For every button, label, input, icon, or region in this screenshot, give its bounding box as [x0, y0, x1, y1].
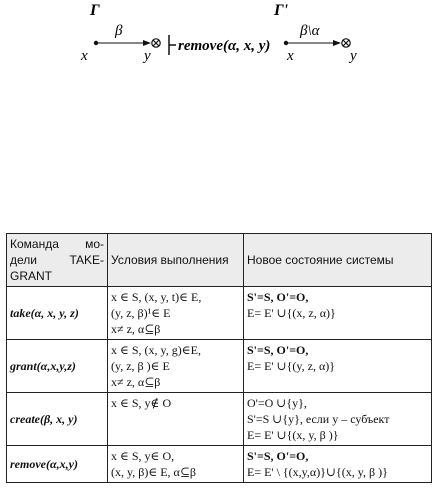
left-node-x-label: x [81, 48, 88, 64]
condition-line: x ∈ S, (x, y, t)∈ E, [111, 290, 202, 304]
new-state-remove [244, 446, 432, 483]
state-line: E= E' \ {(x,y,α)}∪{(x, y, β )} [247, 465, 388, 479]
state-line: O'=O ∪{y}, [247, 396, 307, 410]
conditions-create [108, 393, 244, 446]
take-grant-commands-table [6, 233, 432, 483]
condition-line: x ∈ S, (x, y, g)∈E, [111, 343, 201, 357]
left-node-y-label: y [144, 48, 151, 64]
new-state-create [244, 393, 432, 446]
condition-line: (x, y, β)∈ E, α⊆β [111, 465, 196, 479]
header-new-state: Новое состояние системы [244, 234, 432, 287]
condition-line: (y, z, β)¹∈ E [111, 306, 171, 320]
turnstile-icon [169, 35, 176, 55]
state-line: E= E' ∪{(x, y, β )} [247, 428, 339, 442]
left-arrowhead [143, 40, 151, 46]
right-node-y-label: y [350, 48, 357, 64]
condition-line: x≠ z, α⊆β [111, 375, 161, 389]
left-graph-label: Γ [90, 2, 100, 19]
command-remove: remove(α,x,y) [7, 446, 108, 483]
right-arrowhead [333, 40, 341, 46]
remove-rule-diagram [0, 0, 438, 80]
new-state-take [244, 287, 432, 340]
state-line: S'=S, O'=O, [247, 343, 309, 357]
state-line: S'=S, O'=O, [247, 449, 309, 463]
condition-line: (y, z, β )∈ E [111, 359, 170, 373]
rule-label: remove(α, x, y) [178, 38, 271, 54]
state-line: S'=S ∪{y}, если y – субъект [247, 412, 390, 426]
header-conditions: Условия выполнения [108, 234, 244, 287]
command-take: take(α, x, y, z) [7, 287, 108, 340]
condition-line: x ∈ S, y∉ O [111, 396, 172, 410]
state-line: E= E' ∪{(x, z, α)} [247, 306, 336, 320]
table-row-remove [7, 446, 432, 483]
left-node-y-object-icon [152, 39, 160, 47]
right-edge-label: β\α [300, 23, 320, 39]
conditions-grant [108, 340, 244, 393]
right-graph-label: Γ' [274, 2, 289, 19]
table-row-take [7, 287, 432, 340]
conditions-take [108, 287, 244, 340]
state-line: E= E' ∪{(y, z, α)} [247, 359, 335, 373]
right-node-x-label: x [287, 48, 294, 64]
command-create: create(β, x, y) [7, 393, 108, 446]
state-line: S'=S, O'=O, [247, 290, 309, 304]
table-row-create [7, 393, 432, 446]
header-command: Команда мо-дели TAKE-GRANT [7, 234, 108, 287]
table-header-row [7, 234, 432, 287]
right-node-y-object-icon [342, 39, 350, 47]
conditions-remove [108, 446, 244, 483]
command-grant: grant(α,x,y,z) [7, 340, 108, 393]
table-row-grant [7, 340, 432, 393]
condition-line: x ∈ S, y∈ O, [111, 449, 175, 463]
new-state-grant [244, 340, 432, 393]
left-edge-label: β [115, 23, 123, 39]
condition-line: x≠ z, α⊆β [111, 322, 161, 336]
